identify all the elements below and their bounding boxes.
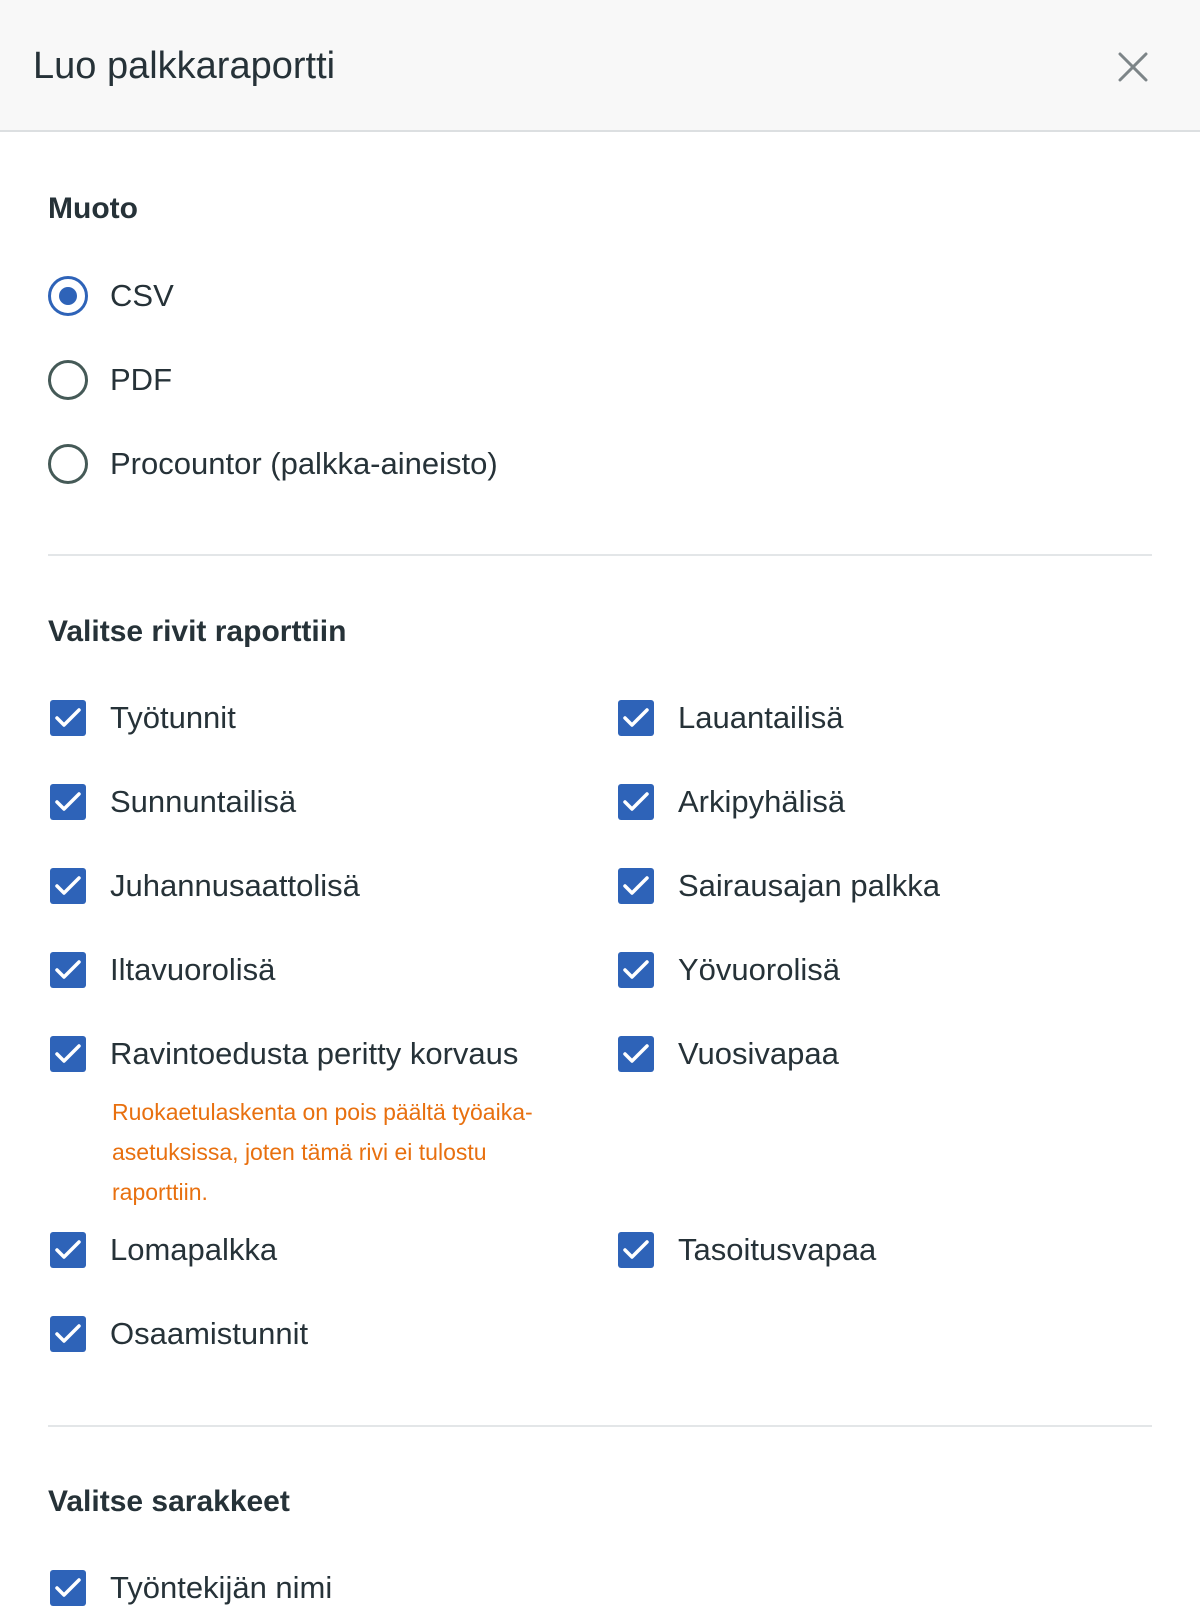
- checkmark-icon: [50, 1232, 86, 1268]
- row-option-label: Lomapalkka: [110, 1232, 278, 1267]
- checkbox-checked[interactable]: [618, 784, 654, 820]
- row-option-label: Yövuorolisä: [678, 952, 840, 987]
- checkbox-checked[interactable]: [618, 868, 654, 904]
- rows-heading: Valitse rivit raporttiin: [48, 615, 347, 648]
- row-option-label: Sunnuntailisä: [110, 784, 297, 819]
- checkmark-icon: [50, 784, 86, 820]
- checkmark-icon: [50, 1036, 86, 1072]
- warning-line: asetuksissa, joten tämä rivi ei tulostu: [112, 1139, 487, 1165]
- section-divider: [48, 1425, 1152, 1427]
- row-option-label: Arkipyhälisä: [678, 784, 846, 819]
- checkbox-checked[interactable]: [50, 1036, 86, 1072]
- warning-line: Ruokaetulaskenta on pois päältä työaika-: [112, 1099, 533, 1125]
- radio-button-pdf[interactable]: [48, 360, 88, 400]
- row-option-label: Lauantailisä: [678, 700, 844, 735]
- row-option-label: Vuosivapaa: [678, 1036, 839, 1071]
- checkbox-checked[interactable]: [50, 952, 86, 988]
- checkmark-icon: [618, 868, 654, 904]
- checkmark-icon: [618, 784, 654, 820]
- row-option-label: Osaamistunnit: [110, 1316, 309, 1351]
- row-option-label: Työtunnit: [110, 700, 236, 735]
- meal-benefit-warning: [112, 1092, 602, 1212]
- checkbox-checked[interactable]: [50, 784, 86, 820]
- checkbox-checked[interactable]: [618, 1036, 654, 1072]
- checkbox-checked[interactable]: [50, 1232, 86, 1268]
- checkbox-checked[interactable]: [618, 952, 654, 988]
- warning-line: raporttiin.: [112, 1179, 208, 1205]
- checkmark-icon: [618, 952, 654, 988]
- row-option-label: Iltavuorolisä: [110, 952, 276, 987]
- row-option-label: Tasoitusvapaa: [678, 1232, 877, 1267]
- checkmark-icon: [50, 1570, 86, 1606]
- checkbox-checked[interactable]: [618, 1232, 654, 1268]
- row-option-label: Sairausajan palkka: [678, 868, 940, 903]
- format-option-label: CSV: [110, 278, 174, 313]
- radio-button-csv[interactable]: [48, 276, 88, 316]
- close-icon: [1112, 46, 1154, 88]
- radio-button-procountor[interactable]: [48, 444, 88, 484]
- checkmark-icon: [618, 700, 654, 736]
- column-option-label: Työntekijän nimi: [110, 1570, 333, 1605]
- dialog-header: [0, 0, 1200, 132]
- checkbox-checked[interactable]: [50, 1570, 86, 1606]
- checkmark-icon: [50, 952, 86, 988]
- checkbox-checked[interactable]: [50, 868, 86, 904]
- checkmark-icon: [50, 1316, 86, 1352]
- row-option-label: Juhannusaattolisä: [110, 868, 360, 903]
- dialog-title: Luo palkkaraportti: [33, 45, 336, 87]
- checkbox-checked[interactable]: [618, 700, 654, 736]
- checkmark-icon: [50, 868, 86, 904]
- format-heading: Muoto: [48, 192, 138, 225]
- section-divider: [48, 554, 1152, 556]
- columns-heading: Valitse sarakkeet: [48, 1485, 290, 1518]
- close-button[interactable]: [1112, 46, 1154, 88]
- checkbox-checked[interactable]: [50, 700, 86, 736]
- checkmark-icon: [618, 1036, 654, 1072]
- checkbox-checked[interactable]: [50, 1316, 86, 1352]
- format-option-label: Procountor (palkka-aineisto): [110, 446, 498, 481]
- radio-selected-dot: [59, 287, 77, 305]
- checkmark-icon: [50, 700, 86, 736]
- checkmark-icon: [618, 1232, 654, 1268]
- row-option-label: Ravintoedusta peritty korvaus: [110, 1036, 519, 1071]
- format-option-label: PDF: [110, 362, 172, 397]
